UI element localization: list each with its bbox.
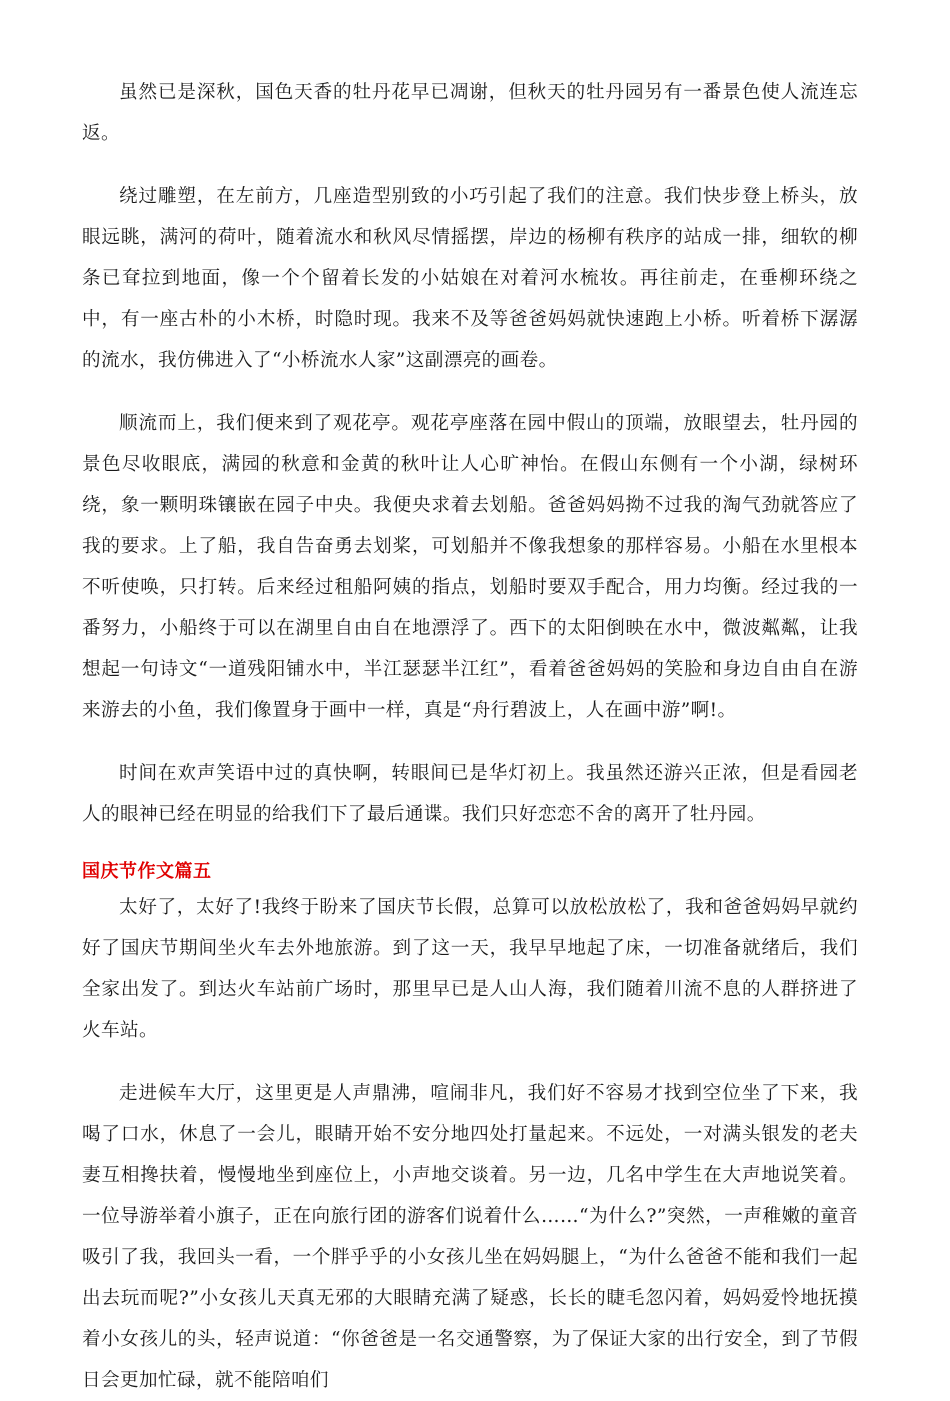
paragraph-gap xyxy=(82,1051,858,1073)
paragraph: 顺流而上，我们便来到了观花亭。观花亭座落在园中假山的顶端，放眼望去，牡丹园的景色尽收眼底，满园的秋意和金黄的秋叶让人心旷神怡。在假山东侧有一个小湖，绿树环绕，象一颗明珠镶嵌在园子中央。我便央求着去划船。爸爸妈妈拗不过我的淘气劲就答应了我的要求。上了船，我自告奋勇去划桨，可划船并不像我想象的那样容易。小船在水里根本不听使唤，只打转。后来经过租船阿姨的指点，划船时要双手配合，用力均衡。经过我的一番努力，小船终于可以在湖里自由自在地漂浮了。西下的太阳倒映在水中，微波粼粼，让我想起一句诗文“一道残阳铺水中，半江瑟瑟半江红”，看着爸爸妈妈的笑脸和身边自由自在游来游去的小鱼，我们像置身于画中一样，真是“舟行碧波上，人在画中游”啊!。 xyxy=(82,413,858,721)
section-heading: 国庆节作文篇五 xyxy=(82,861,212,882)
paragraph: 绕过雕塑，在左前方，几座造型别致的小巧引起了我们的注意。我们快步登上桥头，放眼远眺，满河的荷叶，随着流水和秋风尽情摇摆，岸边的杨柳有秩序的站成一排，细软的柳条已耷拉到地面，像一个个留着长发的小姑娘在对着河水梳妆。再往前走，在垂柳环绕之中，有一座古朴的小木桥，时隐时现。我来不及等爸爸妈妈就快速跑上小桥。听着桥下潺潺的流水，我仿佛进入了“小桥流水人家”这副漂亮的画卷。 xyxy=(82,186,858,371)
document-page xyxy=(82,72,858,1401)
paragraph-gap xyxy=(82,154,858,176)
paragraph-gap xyxy=(82,731,858,753)
paragraph-gap xyxy=(82,835,858,857)
paragraph: 时间在欢声笑语中过的真快啊，转眼间已是华灯初上。我虽然还游兴正浓，但是看园老人的眼神已经在明显的给我们下了最后通谍。我们只好恋恋不舍的离开了牡丹园。 xyxy=(82,763,858,825)
paragraph: 太好了，太好了!我终于盼来了国庆节长假，总算可以放松放松了，我和爸爸妈妈早就约好了国庆节期间坐火车去外地旅游。到了这一天，我早早地起了床，一切准备就绪后，我们全家出发了。到达火车站前广场时，那里早已是人山人海，我们随着川流不息的人群挤进了火车站。 xyxy=(82,897,858,1041)
paragraph: 走进候车大厅，这里更是人声鼎沸，喧闹非凡，我们好不容易才找到空位坐了下来，我喝了口水，休息了一会儿，眼睛开始不安分地四处打量起来。不远处，一对满头银发的老夫妻互相搀扶着，慢慢地坐到座位上，小声地交谈着。另一边，几名中学生在大声地说笑着。一位导游举着小旗子，正在向旅行团的游客们说着什么……“为什么?”突然，一声稚嫩的童音吸引了我，我回头一看，一个胖乎乎的小女孩儿坐在妈妈腿上，“为什么爸爸不能和我们一起出去玩而呢?”小女孩儿天真无邪的大眼睛充满了疑惑，长长的睫毛忽闪着，妈妈爱怜地抚摸着小女孩儿的头，轻声说道：“你爸爸是一名交通警察，为了保证大家的出行安全，到了节假日会更加忙碌，就不能陪咱们 xyxy=(82,1083,858,1391)
paragraph: 虽然已是深秋，国色天香的牡丹花早已凋谢，但秋天的牡丹园另有一番景色使人流连忘返。 xyxy=(82,82,858,144)
paragraph-gap xyxy=(82,381,858,403)
